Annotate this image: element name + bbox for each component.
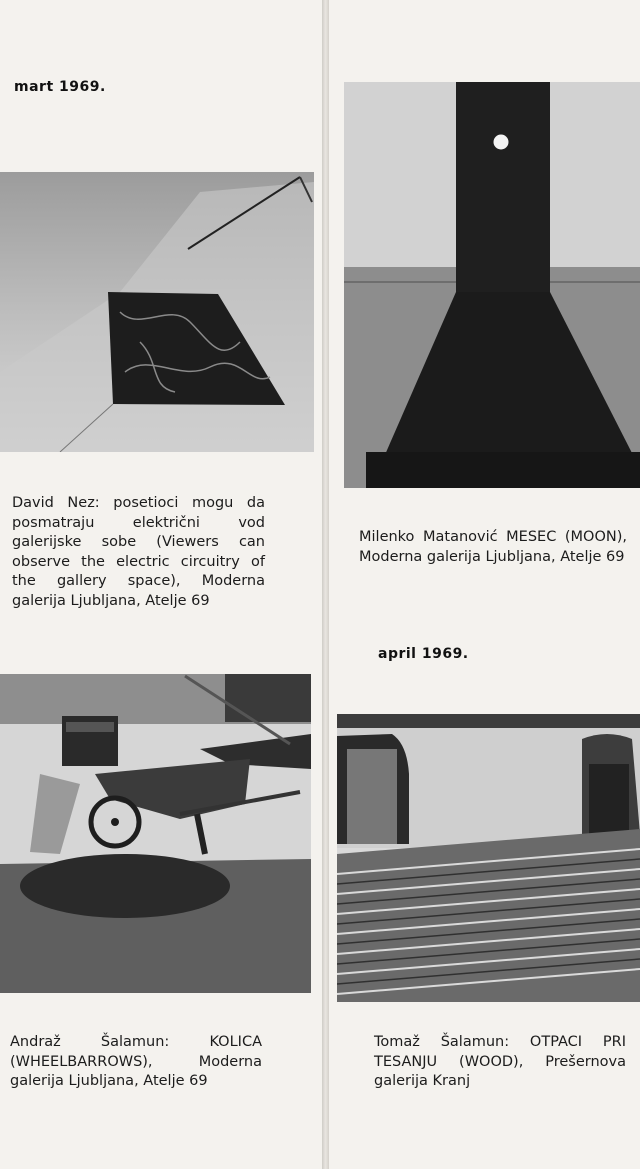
caption-tomaz-salamun: Tomaž Šalamun: OTPACI PRI TESANJU (WOOD), Prešernova galerija Kranj [374,1034,626,1089]
photo-moon-sculpture [344,82,640,488]
right-page [329,0,640,1169]
date-april-1969: april 1969. [378,646,469,662]
photo-wheelbarrow [0,674,311,993]
photo-electric-circuitry [0,172,314,452]
photo-wood-scraps [337,714,640,1002]
caption-david-nez: David Nez: posetioci mogu da posmatraju električni vod galerijske sobe (Viewers can observe the electric circuitry of the gallery space), Moderna galerija Ljubljana, Atelje 69 [12,495,265,609]
caption-milenko-matanovic: Milenko Matanović MESEC (MOON), Moderna galerija Ljubljana, Atelje 69 [359,529,627,565]
date-march-1969: mart 1969. [14,79,106,95]
caption-andraz-salamun: Andraž Šalamun: KOLICA (WHEELBARROWS), Moderna galerija Ljubljana, Atelje 69 [10,1034,262,1089]
page-fold [322,0,329,1169]
